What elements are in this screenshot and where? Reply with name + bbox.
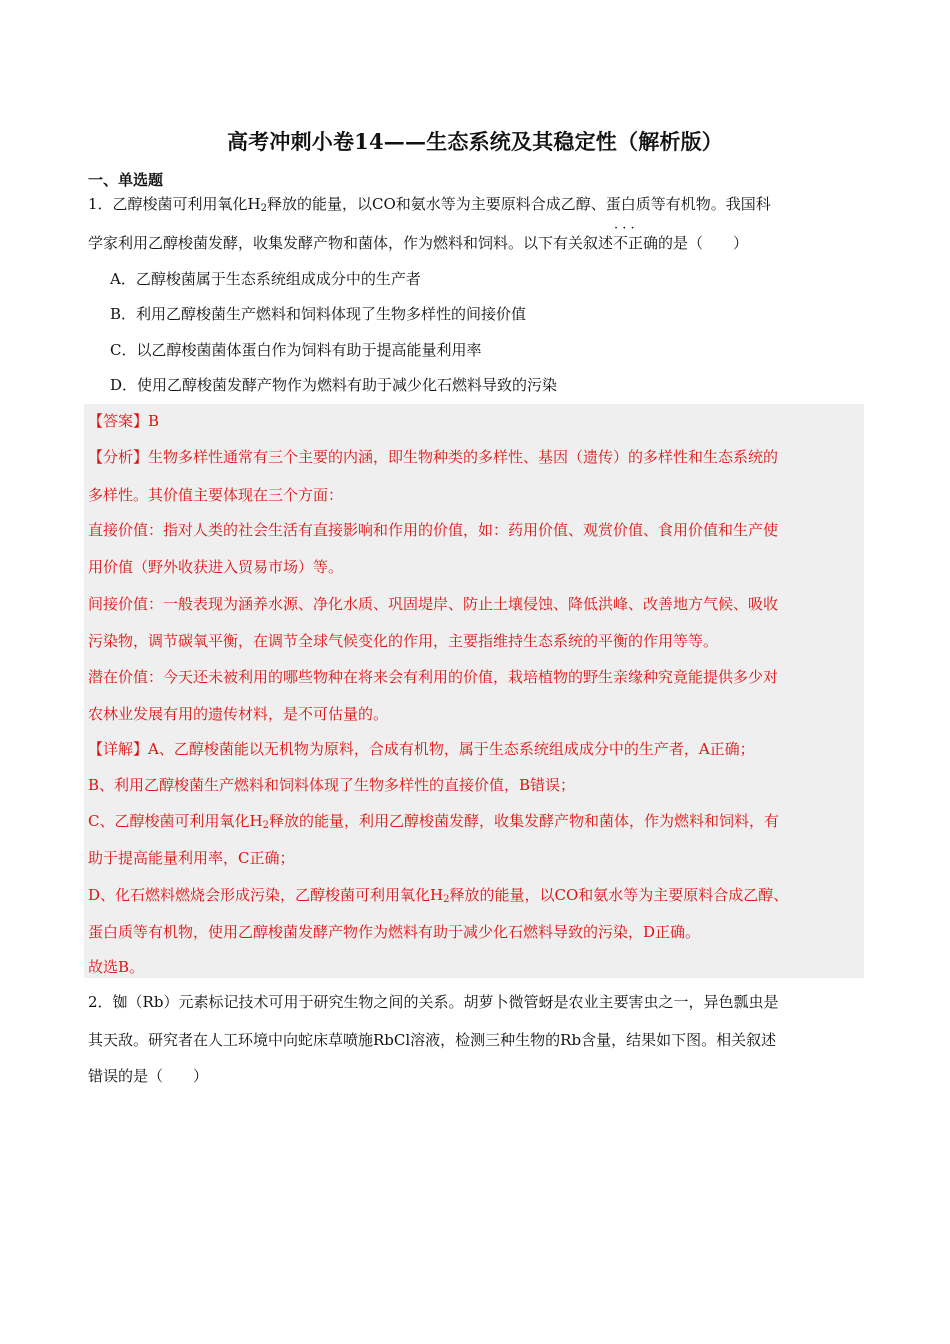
detail-line-c1: C、乙醇梭菌可利用氧化$H_2$释放的能量，利用乙醇梭菌发酵，收集发酵产物和菌体，作为燃料和饲料，有	[88, 812, 779, 831]
q2-line-1: 2．铷（Rb）元素标记技术可用于研究生物之间的关系。胡萝卜微管蚜是农业主要害虫之一，异色瓢虫是	[88, 993, 779, 1011]
direct-value-line-2: 用价值（野外收获进入贸易市场）等。	[88, 558, 344, 576]
potential-value-line-2: 农林业发展有用的遗传材料，是不可估量的。	[88, 705, 389, 723]
detail-line-a: 【详解】A、乙醇梭菌能以无机物为原料，合成有机物，属于生态系统组成成分中的生产者，A正确；	[88, 740, 755, 758]
indirect-value-line-2: 污染物，调节碳氧平衡，在调节全球气候变化的作用，主要指维持生态系统的平衡的作用等等。	[88, 632, 719, 650]
emphasis-text: · · · 不正确	[613, 234, 658, 252]
q2-line-3: 错误的是（ ）	[88, 1067, 209, 1085]
detail-line-d1: D、化石燃料燃烧会形成污染，乙醇梭菌可利用氧化$H_2$释放的能量，以CO和氨水等为主要原料合成乙醇、	[88, 886, 789, 905]
answer-line: 【答案】B	[88, 412, 160, 430]
direct-value-line-1: 直接价值：指对人类的社会生活有直接影响和作用的价值，如：药用价值、观赏价值、食用价值和生产使	[88, 521, 779, 539]
section-heading: 一、单选题	[88, 171, 164, 189]
q1-option-d: D．使用乙醇梭菌发酵产物作为燃料有助于减少化石燃料导致的污染	[110, 376, 558, 394]
detail-line-c2: 助于提高能量利用率，C正确；	[88, 849, 295, 867]
indirect-value-line-1: 间接价值：一般表现为涵养水源、净化水质、巩固堤岸、防止土壤侵蚀、降低洪峰、改善地方气候、吸收	[88, 595, 779, 613]
q1-option-a: A．乙醇梭菌属于生态系统组成成分中的生产者	[110, 270, 421, 288]
q1-line-2: 学家利用乙醇梭菌发酵，收集发酵产物和菌体，作为燃料和饲料。以下有关叙述· · · 不正确的是（ ）	[88, 233, 748, 253]
conclusion-line: 故选B。	[88, 958, 145, 976]
detail-line-d2: 蛋白质等有机物，使用乙醇梭菌发酵产物作为燃料有助于减少化石燃料导致的污染，D正确。	[88, 923, 701, 941]
analysis-line-2: 多样性。其价值主要体现在三个方面：	[88, 486, 344, 504]
detail-line-b: B、利用乙醇梭菌生产燃料和饲料体现了生物多样性的直接价值，B错误；	[88, 776, 576, 794]
q1-line-1: 1．乙醇梭菌可利用氧化$H_2$释放的能量，以CO和氨水等为主要原料合成乙醇、蛋白质等有机物。我国科	[88, 195, 771, 214]
analysis-line-1: 【分析】生物多样性通常有三个主要的内涵，即生物种类的多样性、基因（遗传）的多样性和生态系统的	[88, 448, 779, 466]
q1-option-c: C．以乙醇梭菌菌体蛋白作为饲料有助于提高能量利用率	[110, 341, 482, 359]
page-title: 高考冲刺小卷14——生态系统及其稳定性（解析版）	[226, 129, 724, 154]
potential-value-line-1: 潜在价值：今天还未被利用的哪些物种在将来会有利用的价值，栽培植物的野生亲缘种究竟能提供多少对	[88, 668, 779, 686]
q1-option-b: B．利用乙醇梭菌生产燃料和饲料体现了生物多样性的间接价值	[110, 305, 527, 323]
q2-line-2: 其天敌。研究者在人工环境中向蛇床草喷施RbCl溶液，检测三种生物的Rb含量，结果如下图。相关叙述	[88, 1031, 777, 1049]
